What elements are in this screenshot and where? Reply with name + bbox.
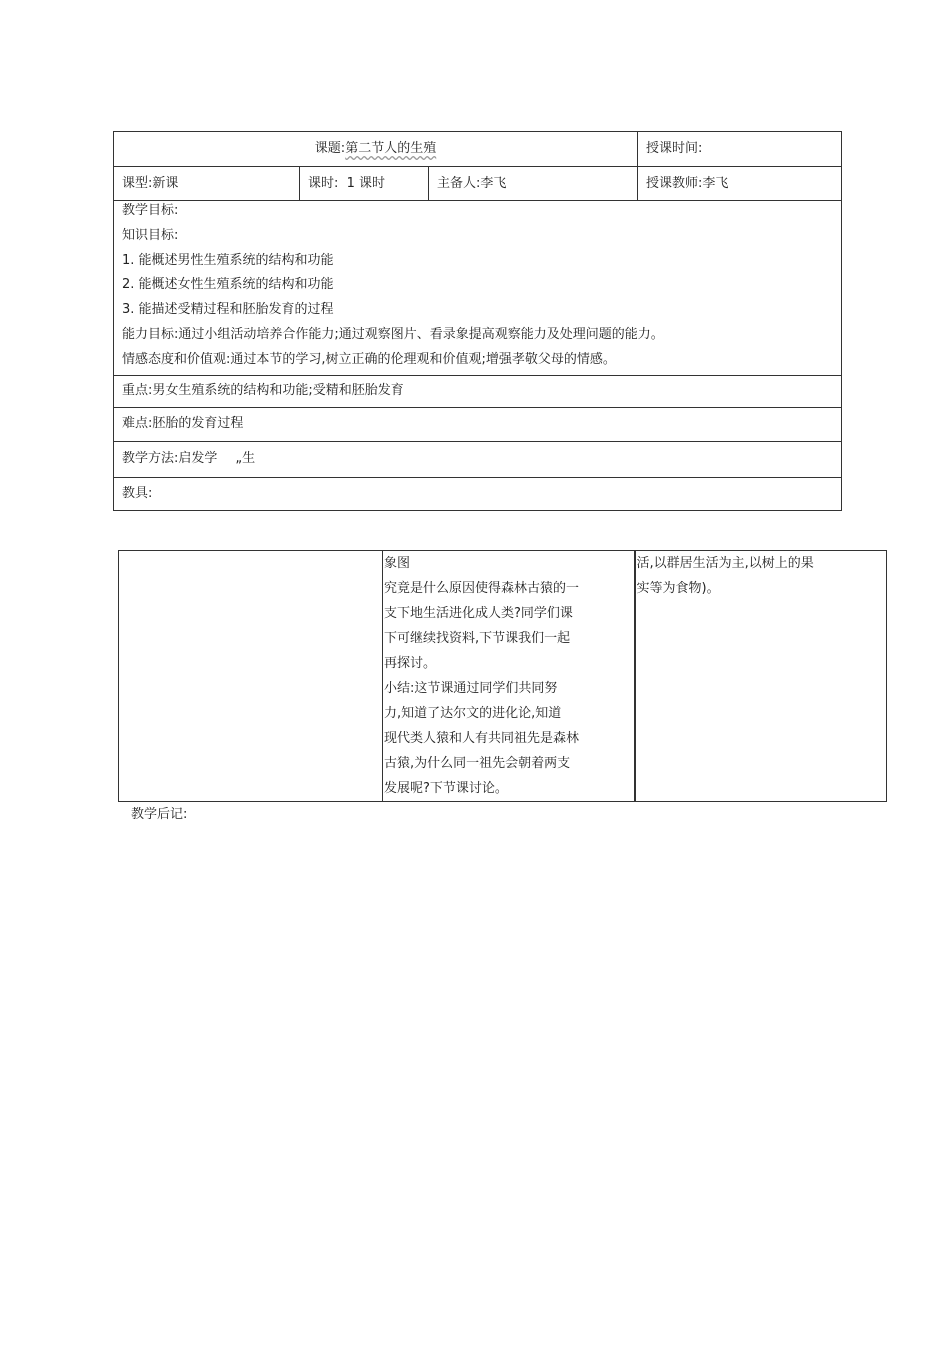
process-row: [119, 551, 887, 802]
method-row: [114, 441, 842, 477]
type-cell: [114, 167, 300, 201]
preparer-label: 主备人:: [437, 175, 481, 191]
hours-value: 1 课时: [346, 175, 386, 191]
method-cell: [114, 441, 842, 477]
teacher-line: 现代类人猿和人有共同祖先是森林: [384, 731, 580, 746]
lesson-time-cell: [638, 132, 842, 167]
topic-cell: [114, 132, 638, 167]
topic-label: 课题:: [314, 141, 346, 156]
objective-line: 2. 能概述女性生殖系统的结构和功能: [122, 277, 334, 293]
tools-row: [114, 477, 842, 510]
objective-line: 教学目标:: [122, 203, 179, 218]
teacher-line: 象图: [384, 556, 411, 571]
objective-line: 情感态度和价值观:通过本节的学习,树立正确的伦理观和价值观;增强孝敬父母的情感。: [122, 351, 616, 367]
teacher-line: 再探讨。: [384, 656, 437, 671]
method-label: 教学方法:启发学: [122, 451, 218, 467]
lesson-plan-table: [113, 131, 842, 511]
teacher-line: 小结:这节课通过同学们共同努: [384, 681, 558, 696]
teacher-line: 究竟是什么原因使得森林古猿的一: [384, 581, 580, 596]
teacher-line: 力,知道了达尔文的进化论,知道: [384, 706, 562, 721]
method-tail: „生: [235, 451, 256, 467]
teacher-line: 发展呢?下节课讨论。: [384, 781, 508, 796]
teacher-line: 下可继续找资料,下节课我们一起: [384, 631, 571, 646]
student-activity-cell: [635, 551, 887, 802]
topic-value: 第二节人的生殖: [345, 141, 437, 156]
hours-label: 课时:: [308, 175, 339, 191]
tools-cell: 教具:: [114, 477, 842, 510]
meta-row: [114, 167, 842, 201]
teacher-label: 授课教师:: [646, 175, 703, 191]
objective-line: 知识目标:: [122, 227, 179, 243]
teacher-cell: [638, 167, 842, 201]
hours-cell: [300, 167, 429, 201]
preparer-cell: [429, 167, 638, 201]
key-points-cell: 重点:男女生殖系统的结构和功能;受精和胚胎发育: [114, 375, 842, 407]
type-value: 新课: [152, 175, 179, 191]
difficulty-cell: 难点:胚胎的发育过程: [114, 407, 842, 441]
teacher-activity-cell: [383, 551, 635, 802]
process-table: [118, 550, 887, 802]
teacher-line: 支下地生活进化成人类?同学们课: [384, 606, 573, 621]
objective-line: 能力目标:通过小组活动培养合作能力;通过观察图片、看录象提高观察能力及处理问题的能力。: [122, 326, 664, 342]
objectives-cell: [114, 201, 842, 376]
objectives-row: [114, 201, 842, 376]
type-label: 课型:: [122, 175, 153, 191]
student-line: 活,以群居生活为主,以树上的果: [636, 556, 814, 571]
objective-line: 1. 能概述男性生殖系统的结构和功能: [122, 252, 334, 268]
lesson-time-label: 授课时间:: [646, 141, 703, 156]
teacher-value: 李飞: [702, 175, 729, 191]
preparer-value: 李飞: [480, 175, 507, 191]
difficulty-row: [114, 407, 842, 441]
key-points-row: [114, 375, 842, 407]
objective-line: 3. 能描述受精过程和胚胎发育的过程: [122, 302, 334, 318]
teaching-postscript: 教学后记:: [131, 807, 188, 822]
student-line: 实等为食物)。: [636, 581, 720, 596]
teacher-line: 古猿,为什么同一祖先会朝着两支: [384, 756, 571, 771]
process-blank-cell: [119, 551, 383, 802]
title-row: [114, 132, 842, 167]
